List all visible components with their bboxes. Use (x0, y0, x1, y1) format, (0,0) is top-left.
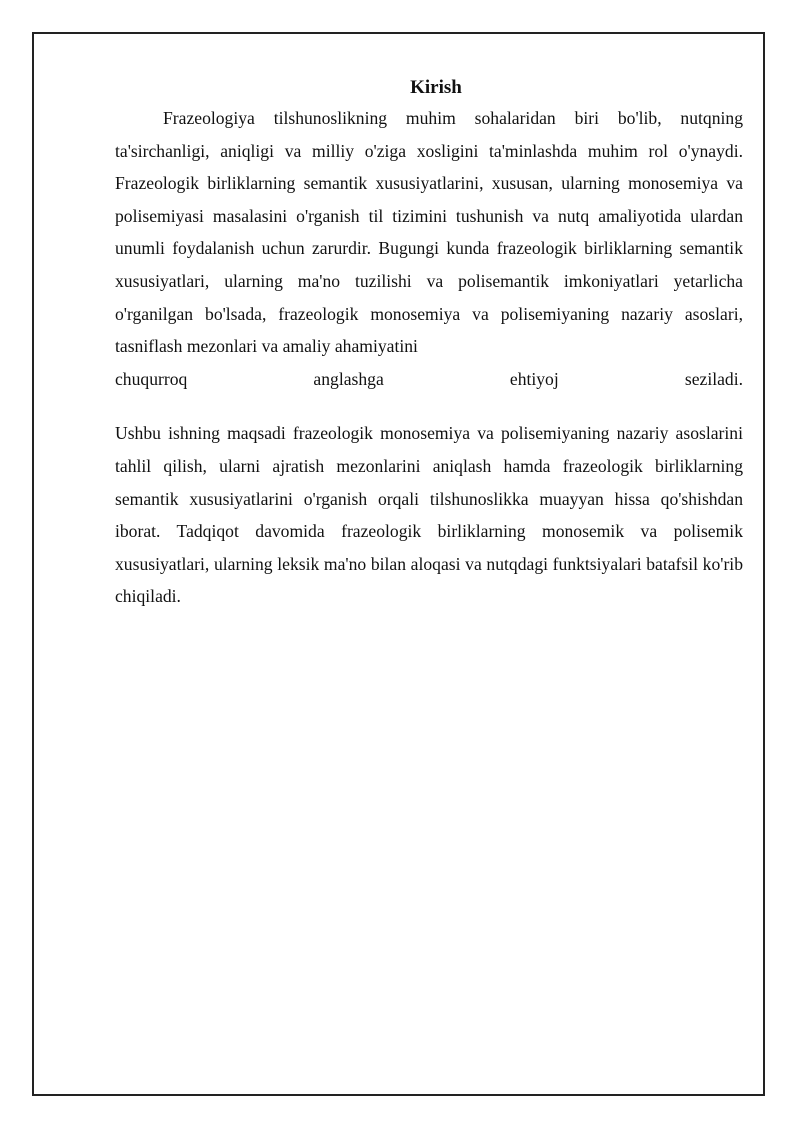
paragraph-spacer (115, 395, 743, 417)
paragraph-1 (115, 102, 743, 363)
paragraph-1-text: Frazeologiya tilshunoslikning muhim sohalaridan biri bo'lib, nutqning ta'sirchanligi, aniqligi va milliy o'ziga xosligini ta'minlashda muhim rol o'ynaydi. Frazeologik birliklarning semantik xususiyatlarini, xususan, ularning monosemiya va polisemiyasi masalasini o'rganish til tizimini tushunish va nutq amaliyotida ulardan unumli foydalanish uchun zarurdir. Bugungi kunda frazeologik birliklarning semantik xususiyatlari, ularning ma'no tuzilishi va polisemantik imkoniyatlari yetarlicha o'rganilgan bo'lsada, frazeologik monosemiya va polisemiyaning nazariy asoslari, tasniflash mezonlari va amaliy ahamiyatini (115, 108, 743, 357)
paragraph-1-last-line: chuqurroq anglashga ehtiyoj seziladi. (115, 368, 743, 389)
paragraph-2: Ushbu ishning maqsadi frazeologik monosemiya va polisemiyaning nazariy asoslarini tahlil qilish, ularni ajratish mezonlarini aniqlash hamda frazeologik birliklarning semantik xususiyatlarini o'rganish orqali tilshunoslikka muayyan hissa qo'shishdan iborat. Tadqiqot davomida frazeologik birliklarning monosemik va polisemik xususiyatlari, ularning leksik ma'no bilan aloqasi va nutqdagi funktsiyalari batafsil ko'rib chiqiladi. (115, 423, 743, 607)
document-body (115, 74, 743, 613)
document-title: Kirish (410, 77, 462, 98)
